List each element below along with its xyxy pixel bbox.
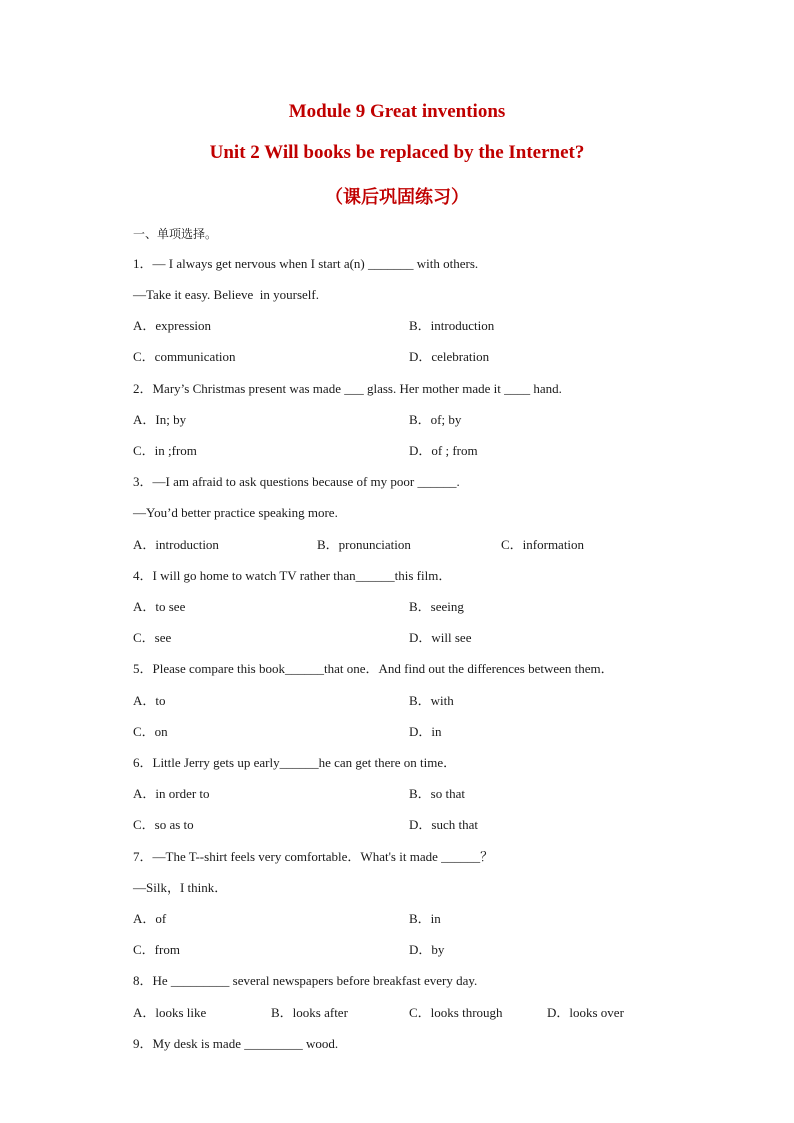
question-3-option-b: B．pronunciation <box>317 537 411 552</box>
question-1-option-b: B．introduction <box>409 318 495 333</box>
question-7-option-b: B．in <box>409 911 441 926</box>
question-4-option-a: A．to see <box>133 599 186 614</box>
document-tag: （课后巩固练习） <box>325 187 469 208</box>
question-8-option-a: A．looks like <box>133 1005 207 1020</box>
question-3-option-a: A．introduction <box>133 537 219 552</box>
question-9-stem: 9．My desk is made _________ wood. <box>133 1036 339 1051</box>
question-2-stem: 2．Mary’s Christmas present was made ___ glass. Her mother made it ____ hand. <box>133 381 562 396</box>
section-heading: 一、单项选择。 <box>133 227 218 241</box>
question-7-option-a: A．of <box>133 911 167 926</box>
question-3-stem: 3．—I am afraid to ask questions because of my poor ______. <box>133 474 460 489</box>
question-4-option-d: D．will see <box>409 630 472 645</box>
question-5-option-a: A．to <box>133 693 166 708</box>
question-4-option-b: B．seeing <box>409 599 464 614</box>
question-8-option-c: C．looks through <box>409 1005 503 1020</box>
question-4-option-c: C．see <box>133 630 172 645</box>
question-1-option-d: D．celebration <box>409 349 490 364</box>
question-2-option-d: D．of ; from <box>409 443 478 458</box>
question-6-option-c: C．so as to <box>133 817 194 832</box>
question-6-option-d: D．such that <box>409 817 478 832</box>
document-title: Module 9 Great inventions <box>288 101 506 122</box>
question-5-option-c: C．on <box>133 724 168 739</box>
question-2-option-b: B．of; by <box>409 412 462 427</box>
question-2-option-c: C．in ;from <box>133 443 197 458</box>
question-6-option-b: B．so that <box>409 786 465 801</box>
document-subtitle: Unit 2 Will books be replaced by the Internet? <box>209 142 585 163</box>
question-6-stem: 6．Little Jerry gets up early______he can get there on time． <box>133 755 457 770</box>
question-7-option-d: D．by <box>409 942 445 957</box>
question-7-dialog: —Silk，I think． <box>133 880 228 895</box>
question-8-option-d: D．looks over <box>547 1005 624 1020</box>
question-5-option-d: D．in <box>409 724 442 739</box>
question-2-option-a: A．In; by <box>133 412 187 427</box>
question-8-stem: 8．He _________ several newspapers before breakfast every day. <box>133 973 478 988</box>
question-6-option-a: A．in order to <box>133 786 210 801</box>
question-5-stem: 5．Please compare this book______that one．And find out the differences between them． <box>133 661 614 676</box>
question-1-option-a: A．expression <box>133 318 211 333</box>
question-1-option-c: C．communication <box>133 349 236 364</box>
question-7-option-c: C．from <box>133 942 180 957</box>
question-3-dialog: —You’d better practice speaking more. <box>133 505 338 520</box>
question-4-stem: 4．I will go home to watch TV rather than______this film． <box>133 568 452 583</box>
question-1-stem: 1．— I always get nervous when I start a(n) _______ with others. <box>133 256 479 271</box>
question-7-stem: 7．—The T--shirt feels very comfortable．What's it made ______？ <box>133 849 494 864</box>
question-1-dialog: —Take it easy. Believe in yourself. <box>133 287 319 302</box>
question-5-option-b: B．with <box>409 693 454 708</box>
question-3-option-c: C．information <box>501 537 585 552</box>
question-8-option-b: B．looks after <box>271 1005 348 1020</box>
